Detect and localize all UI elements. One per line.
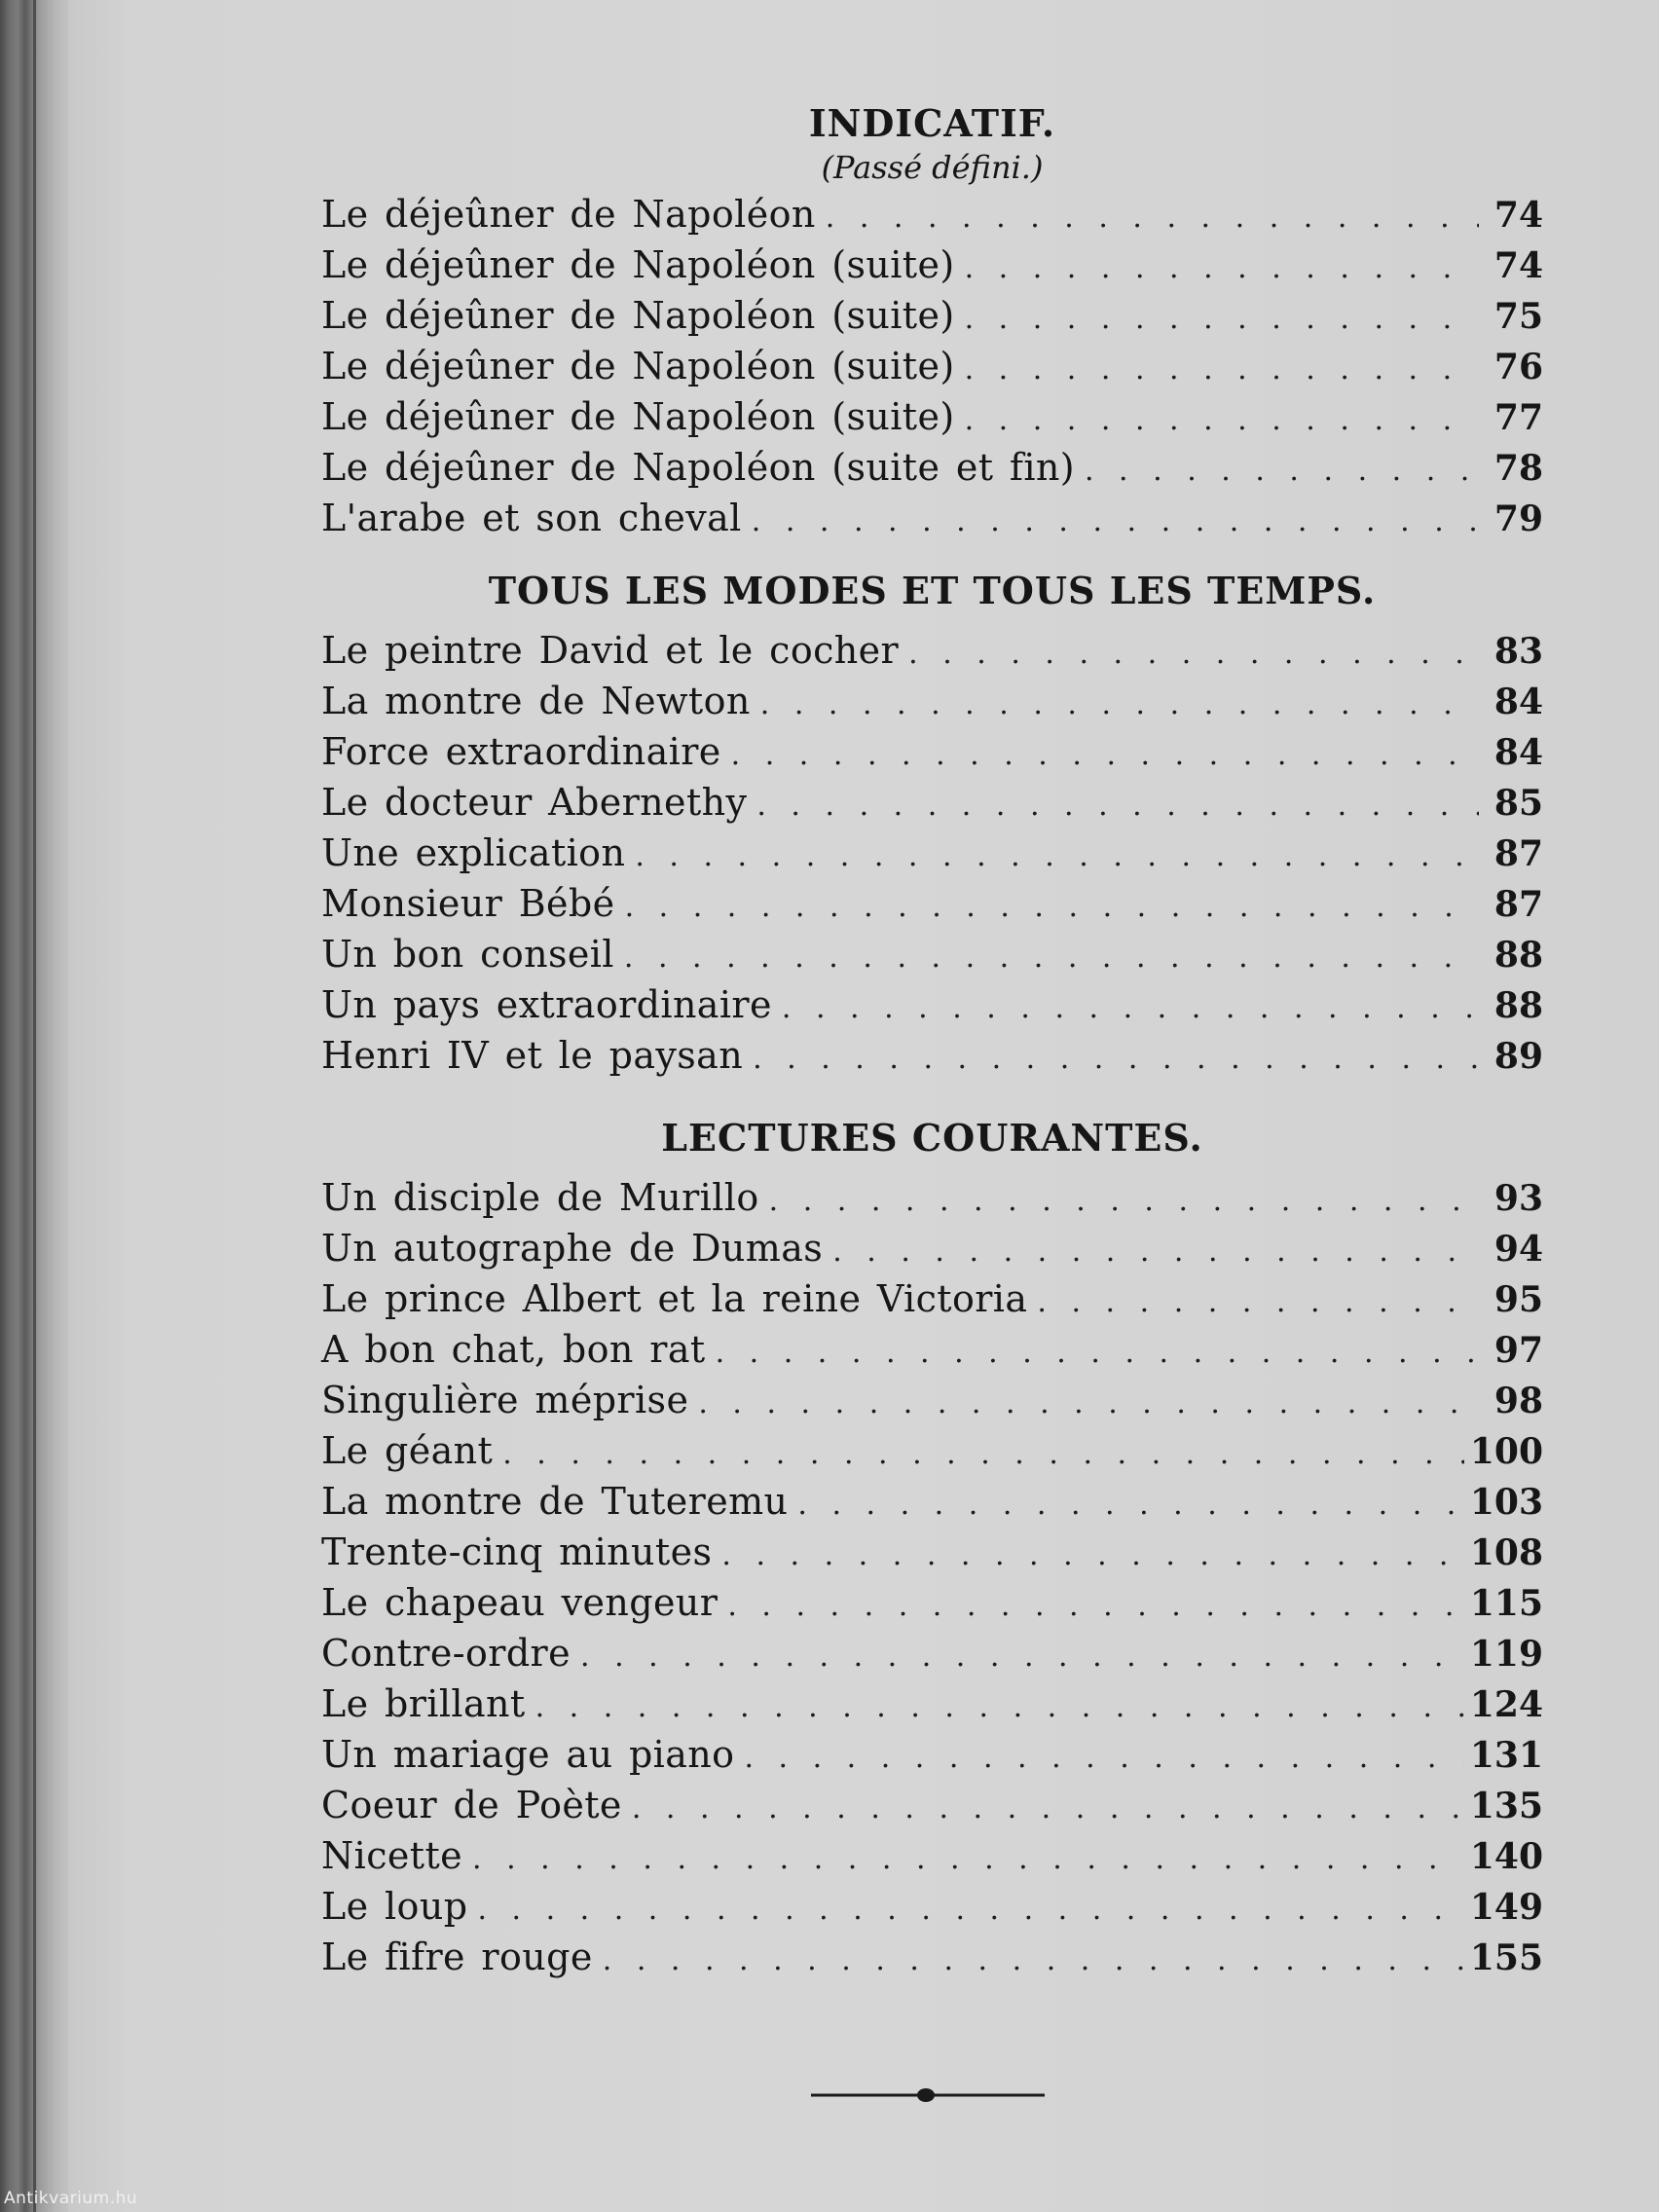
entry-title: Une explication bbox=[321, 831, 626, 874]
entry-title: La montre de Newton bbox=[321, 680, 751, 722]
entry-title: Le déjeûner de Napoléon (suite) bbox=[321, 294, 955, 337]
entry-title: Le peintre David et le cocher bbox=[321, 629, 900, 672]
toc-entry bbox=[321, 1729, 1543, 1780]
entry-list bbox=[321, 189, 1543, 543]
binding-line bbox=[33, 0, 36, 2212]
entry-title: Le déjeûner de Napoléon (suite) bbox=[321, 243, 955, 286]
toc-entry bbox=[321, 979, 1543, 1030]
entry-page-number: 94 bbox=[1493, 1229, 1543, 1270]
watermark-text: Antikvarium.hu bbox=[4, 2189, 138, 2208]
dot-leader bbox=[716, 1328, 1479, 1379]
dot-leader bbox=[965, 243, 1479, 294]
dot-leader bbox=[624, 933, 1479, 983]
dot-leader bbox=[760, 680, 1479, 730]
entry-list bbox=[321, 1172, 1543, 1982]
entry-title: Le déjeûner de Napoléon (suite et fin) bbox=[321, 446, 1075, 489]
entry-page-number: 87 bbox=[1493, 884, 1543, 925]
section-title: INDICATIF. bbox=[808, 101, 1056, 145]
entry-page-number: 89 bbox=[1493, 1036, 1543, 1077]
entry-page-number: 98 bbox=[1493, 1381, 1543, 1421]
dot-leader bbox=[625, 882, 1479, 933]
entry-page-number: 84 bbox=[1493, 732, 1543, 773]
dot-leader bbox=[698, 1379, 1479, 1429]
toc-entry bbox=[321, 1375, 1543, 1425]
toc-entry bbox=[321, 442, 1543, 493]
entry-page-number: 115 bbox=[1469, 1583, 1543, 1624]
dot-leader bbox=[635, 831, 1479, 882]
toc-entry bbox=[321, 1273, 1543, 1324]
entry-title: Un disciple de Murillo bbox=[321, 1176, 759, 1219]
section-subtitle: (Passé défini.) bbox=[821, 149, 1044, 186]
entry-page-number: 75 bbox=[1493, 296, 1543, 337]
toc-entry bbox=[321, 726, 1543, 777]
toc-entry bbox=[321, 1881, 1543, 1932]
entry-page-number: 76 bbox=[1493, 347, 1543, 387]
toc-entry bbox=[321, 1476, 1543, 1527]
dot-leader bbox=[769, 1176, 1479, 1227]
entry-page-number: 88 bbox=[1493, 935, 1543, 976]
toc-entry bbox=[321, 1324, 1543, 1375]
entry-page-number: 83 bbox=[1493, 631, 1543, 672]
entry-title: Le prince Albert et la reine Victoria bbox=[321, 1277, 1028, 1320]
dot-leader bbox=[731, 730, 1479, 781]
dot-leader bbox=[832, 1227, 1479, 1277]
entry-title: Un bon conseil bbox=[321, 933, 614, 976]
entry-title: Le déjeûner de Napoléon bbox=[321, 193, 816, 236]
dot-leader bbox=[965, 345, 1479, 395]
toc-entry bbox=[321, 341, 1543, 391]
toc-entry bbox=[321, 189, 1543, 240]
entry-page-number: 124 bbox=[1469, 1684, 1543, 1725]
dot-leader bbox=[965, 294, 1479, 345]
dot-leader bbox=[535, 1682, 1464, 1733]
entry-page-number: 100 bbox=[1469, 1431, 1543, 1472]
entry-title: Le déjeûner de Napoléon (suite) bbox=[321, 345, 955, 387]
entry-title: Le chapeau vengeur bbox=[321, 1581, 719, 1624]
section-lectures-courantes bbox=[321, 1116, 1543, 1982]
toc-entry bbox=[321, 1527, 1543, 1577]
toc-entry bbox=[321, 777, 1543, 828]
entry-page-number: 155 bbox=[1469, 1937, 1543, 1978]
entry-page-number: 88 bbox=[1493, 985, 1543, 1026]
dot-leader bbox=[472, 1834, 1464, 1885]
entry-title: Le brillant bbox=[321, 1682, 526, 1725]
entry-page-number: 77 bbox=[1493, 397, 1543, 438]
dot-leader bbox=[965, 395, 1479, 446]
dot-leader bbox=[727, 1581, 1464, 1632]
table-of-contents bbox=[321, 101, 1543, 1982]
toc-entry bbox=[321, 1628, 1543, 1678]
entry-title: Contre-ordre bbox=[321, 1632, 571, 1675]
entry-title: Un pays extraordinaire bbox=[321, 983, 772, 1026]
entry-page-number: 149 bbox=[1469, 1887, 1543, 1928]
toc-entry bbox=[321, 290, 1543, 341]
dot-leader bbox=[632, 1784, 1464, 1834]
dot-leader bbox=[756, 781, 1479, 831]
dot-leader bbox=[603, 1936, 1464, 1986]
entry-title: Un mariage au piano bbox=[321, 1733, 735, 1776]
toc-entry bbox=[321, 1172, 1543, 1223]
toc-entry bbox=[321, 625, 1543, 676]
entry-page-number: 95 bbox=[1493, 1279, 1543, 1320]
dot-leader bbox=[477, 1885, 1463, 1936]
entry-title: Le loup bbox=[321, 1885, 468, 1928]
entry-page-number: 97 bbox=[1493, 1330, 1543, 1371]
toc-entry bbox=[321, 1223, 1543, 1273]
entry-title: Force extraordinaire bbox=[321, 730, 721, 773]
end-ornament bbox=[811, 2085, 1045, 2105]
dot-leader bbox=[908, 629, 1479, 680]
dot-leader bbox=[782, 983, 1479, 1034]
entry-page-number: 119 bbox=[1469, 1634, 1543, 1675]
toc-entry bbox=[321, 1932, 1543, 1982]
entry-page-number: 79 bbox=[1493, 498, 1543, 539]
toc-entry bbox=[321, 391, 1543, 442]
entry-title: Le géant bbox=[321, 1429, 494, 1472]
entry-page-number: 131 bbox=[1469, 1735, 1543, 1776]
entry-title: L'arabe et son cheval bbox=[321, 497, 742, 539]
dot-leader bbox=[1085, 446, 1479, 497]
dot-leader bbox=[721, 1530, 1463, 1581]
toc-entry bbox=[321, 828, 1543, 878]
entry-title: Monsieur Bébé bbox=[321, 882, 615, 925]
entry-page-number: 84 bbox=[1493, 682, 1543, 722]
entry-title: Trente-cinq minutes bbox=[321, 1530, 713, 1573]
toc-entry bbox=[321, 1678, 1543, 1729]
dot-leader bbox=[826, 193, 1479, 243]
toc-entry bbox=[321, 878, 1543, 929]
toc-entry bbox=[321, 929, 1543, 979]
toc-entry bbox=[321, 1577, 1543, 1628]
toc-entry bbox=[321, 1030, 1543, 1081]
entry-page-number: 87 bbox=[1493, 833, 1543, 874]
section-title: LECTURES COURANTES. bbox=[661, 1116, 1203, 1160]
entry-page-number: 74 bbox=[1493, 245, 1543, 286]
entry-title: Nicette bbox=[321, 1834, 463, 1877]
entry-title: Singulière méprise bbox=[321, 1379, 689, 1421]
entry-page-number: 78 bbox=[1493, 448, 1543, 489]
dot-leader bbox=[1037, 1277, 1479, 1328]
entry-page-number: 93 bbox=[1493, 1178, 1543, 1219]
toc-entry bbox=[321, 240, 1543, 290]
section-tous-les-modes bbox=[321, 569, 1543, 1081]
dot-leader bbox=[753, 1034, 1479, 1085]
dot-leader bbox=[797, 1480, 1463, 1530]
book-binding-edge bbox=[0, 0, 68, 2212]
toc-entry bbox=[321, 676, 1543, 726]
toc-entry bbox=[321, 1425, 1543, 1476]
entry-page-number: 135 bbox=[1469, 1786, 1543, 1826]
section-title: TOUS LES MODES ET TOUS LES TEMPS. bbox=[488, 569, 1377, 612]
toc-entry bbox=[321, 493, 1543, 543]
entry-page-number: 85 bbox=[1493, 783, 1543, 824]
entry-page-number: 108 bbox=[1469, 1532, 1543, 1573]
entry-title: Henri IV et le paysan bbox=[321, 1034, 744, 1077]
entry-page-number: 103 bbox=[1469, 1482, 1543, 1523]
dot-leader bbox=[752, 497, 1479, 547]
toc-entry bbox=[321, 1830, 1543, 1881]
entry-title: Le déjeûner de Napoléon (suite) bbox=[321, 395, 955, 438]
dot-leader bbox=[580, 1632, 1464, 1682]
entry-title: La montre de Tuteremu bbox=[321, 1480, 789, 1523]
entry-title: Coeur de Poète bbox=[321, 1784, 622, 1826]
entry-page-number: 74 bbox=[1493, 195, 1543, 236]
dot-leader bbox=[744, 1733, 1463, 1784]
entry-title: Le fifre rouge bbox=[321, 1936, 593, 1978]
entry-page-number: 140 bbox=[1469, 1836, 1543, 1877]
section-indicatif bbox=[321, 101, 1543, 543]
entry-title: Un autographe de Dumas bbox=[321, 1227, 824, 1270]
entry-title: A bon chat, bon rat bbox=[321, 1328, 706, 1371]
dot-leader bbox=[502, 1429, 1464, 1480]
entry-title: Le docteur Abernethy bbox=[321, 781, 748, 824]
toc-entry bbox=[321, 1780, 1543, 1830]
entry-list bbox=[321, 625, 1543, 1081]
